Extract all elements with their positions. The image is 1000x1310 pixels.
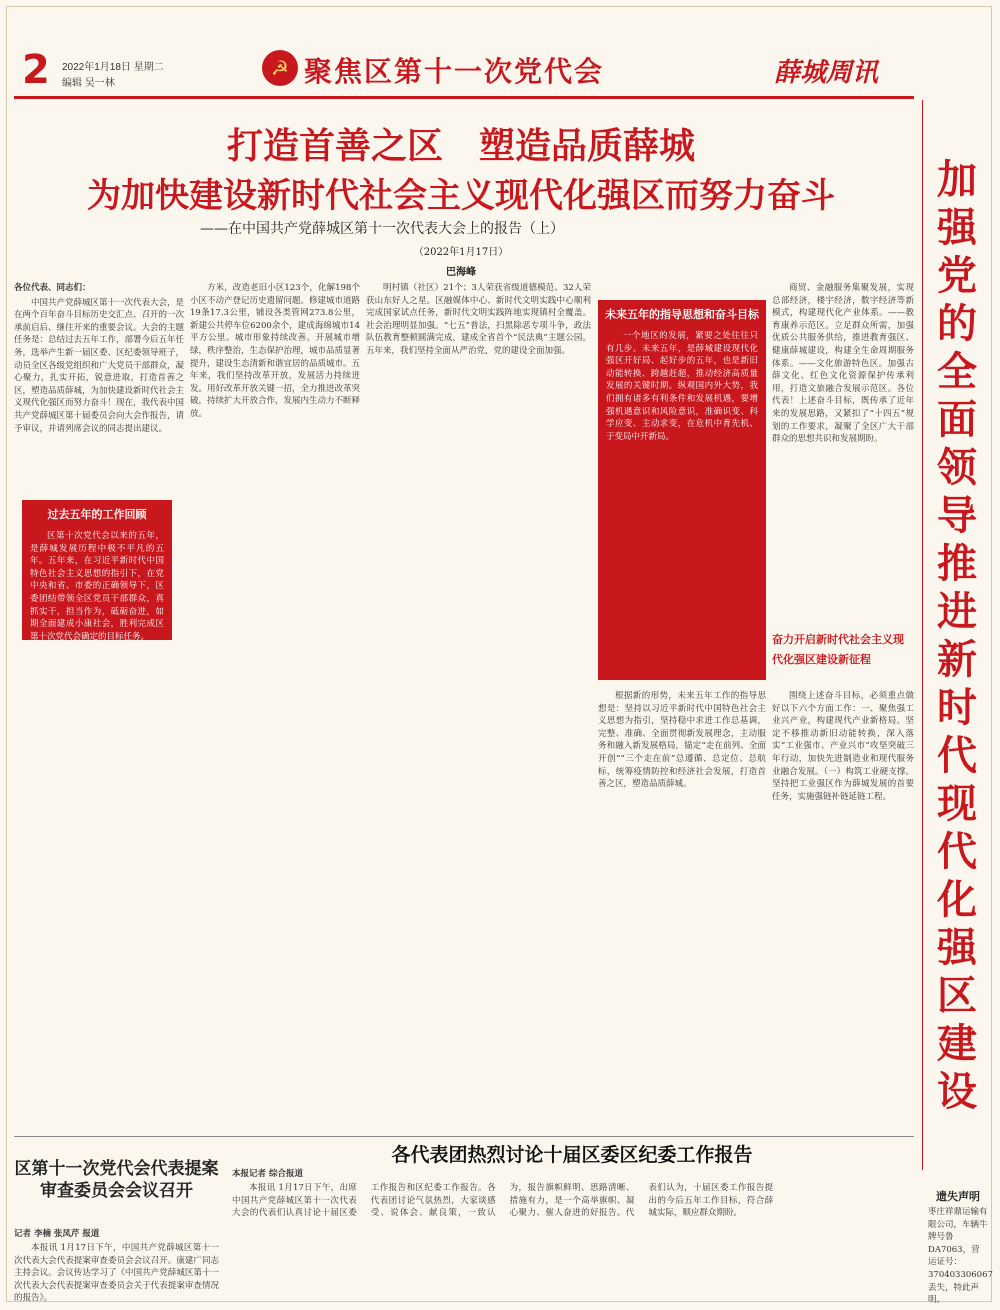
headline-line1: 打造首善之区 塑造品质薛城: [226, 125, 695, 167]
editor-credit: 编辑 吴一林: [62, 78, 115, 89]
article-text: 中国共产党薛城区第十一次代表大会，是在两个百年奋斗目标历史交汇点、召开的一次承前启后、继往开来的重要会议。大会的主题任务是：总结过去五年工作，部署今后五年任务，选举产生新一届区委、区纪委领导班子，动员全区各级党组织和广大党员干部群众，凝心聚力，扎实开拓，锐意进取，打造首善之区，塑造品质薛城，为加快建设新时代社会主义现代化强区而努力奋斗！现在，我代表中国共产党薛城区第十届委员会向大会作报告，请予审议，并请列席会议的同志提出建议。: [14, 297, 185, 434]
article-text: 明村镇（社区）21个；3人荣获省级道德模范、32人荣获山东好人之星。区融媒体中心、新时代文明实践中心顺利完成国家试点任务，新时代文明实践阵地实现镇村全覆盖。社会治理明显加强。“七五”普法，扫黑除恶专项斗争，政法队伍教育整顿圆满完成，建成全省首个“民法典”主题公园。五年来，我们坚持全面从严治党，党的建设全面加强。: [366, 283, 591, 356]
side-slogan: 加强党的全面领导 推进新时代现代化强区建设: [937, 156, 977, 1115]
article-text: 方米，改造老旧小区123个，化解198个小区不动产登记历史遗留问题。修建城市道路19条17.3公里，铺设各类管网273.8公里，新建公共停车位6200余个，建成海绵城市14平方公里。城市形象持续改善。开展城市增绿，秩序整治，生态保护治理，城市品质显著提升，建设生态清新和谐宜居的品质城市。五年来，我们坚持改革开放，发展活力持续迸发。用好改革开放关键一招，全力推进改革突破，持续扩大开放合作，发展内生动力不断释放。: [190, 283, 361, 419]
delegation-discussion-headline: 各代表团热烈讨论十届区委区纪委工作报告: [391, 1144, 753, 1166]
article-column-5-top: [772, 282, 914, 622]
masthead: [14, 48, 914, 92]
past-review-title: 过去五年的工作回顾: [47, 508, 147, 521]
side-column: [922, 100, 993, 1170]
new-journey-heading: [772, 630, 914, 670]
newspaper-brand: 薛城周讯: [774, 58, 879, 88]
future-goals-text: 一个地区的发展，紧要之处往往只有几步。未来五年，是薛城建设现代化强区开好局、起好步的五年，也是新旧动能转换、跨越赶超，推动经济高质量发展的关键时期。纵观国内外大势，我们拥有诸多有利条件和发展机遇，要增强机遇意识和风险意识，准确识变、科学应变、主动求变，在危机中育先机、于变局中开新局。: [606, 331, 758, 442]
bottom-divider: [14, 1136, 914, 1137]
article-column-2: [190, 282, 360, 1142]
proposal-committee-headline: 区第十一次党代会代表提案审查委员会会议召开: [14, 1159, 219, 1201]
article-greeting: 各位代表、同志们：: [14, 283, 91, 293]
article-text: 围绕上述奋斗目标，必须重点做好以下六个方面工作：一、聚焦强工业兴产业，构建现代产业新格局。坚定不移推动新旧动能转换，深入落实“工业强市、产业兴市”攻坚突破三年行动，加快先进制造业和现代服务业融合发展。（一）构筑工业硬支撑。坚持把工业强区作为薛城发展的首要任务，实施强链补链延链工程。: [772, 691, 914, 802]
article-column-5-bottom: [772, 690, 914, 1130]
report-author: 巴海峰: [446, 267, 476, 278]
report-date: （2022年1月17日）: [413, 247, 509, 258]
article-column-1: [14, 282, 184, 1122]
masthead-rule: [14, 96, 914, 99]
article-column-3: [366, 282, 591, 1142]
page-number: 2: [22, 47, 50, 93]
proposal-committee-byline: 记者 李楠 张凤芹 报道: [14, 1229, 100, 1239]
delegation-discussion-byline: 本报记者 综合报道: [232, 1169, 303, 1179]
delegation-discussion-text: [232, 1182, 912, 1298]
headline-subtitle: ——在中国共产党薛城区第十一次代表大会上的报告（上）: [200, 221, 564, 237]
issue-date: 2022年1月18日 星期二: [62, 62, 164, 73]
past-review-box: [22, 500, 172, 640]
future-goals-box: [598, 300, 766, 680]
headline-line2: 为加快建设新时代社会主义现代化强区而努力奋斗: [87, 176, 835, 216]
party-emblem-icon: ☭: [262, 50, 298, 86]
article-text: 根据新的形势，未来五年工作的指导思想是：坚持以习近平新时代中国特色社会主义思想为指引，坚持稳中求进工作总基调，完整、准确、全面贯彻新发展理念，主动服务和融入新发展格局，锚定“走在前列、全面开创”“三个走在前”总遵循、总定位、总航标，统筹疫情防控和经济社会发展，打造首善之区，塑造品质薛城。: [598, 691, 766, 790]
section-banner: 聚焦区第十一次党代会: [304, 55, 605, 88]
new-journey-heading-text: 奋力开启新时代社会主义现代化强区建设新征程: [772, 633, 904, 666]
article-text: 商贸、金融服务集聚发展，实现总部经济，楼宇经济，数字经济等新模式，构建现代化产业体系。——教育康养示范区。立足群众所需，加强优质公共服务供给，推进教育强区、健康薛城建设，构建全生命周期服务体系。——文化旅游特色区。加强古薛文化、红色文化资源保护传承利用，打造文旅融合发展示范区。各位代表！上述奋斗目标，既传承了近年来的发展思路，又紧扣了“十四五”规划的工作要求，凝聚了全区广大干部群众的思想共识和发展期盼。: [772, 283, 914, 445]
future-goals-title: 未来五年的指导思想和奋斗目标: [605, 308, 759, 321]
loss-notice-text: 枣庄祥鼎运输有限公司，车辆牛牌号鲁DA7063，营运证号：370403306067丢失，特此声明。: [928, 1207, 993, 1306]
loss-notice-title: 遗失声明: [936, 1190, 980, 1203]
article-text: 本报讯 1月17日下午，中国共产党薛城区第十一次代表大会代表提案审查委员会会议召开。康建广同志主持会议。会议传达学习了《中国共产党薛城区第十一次代表大会代表提案审查委员会关于代表提案审查情况的报告》。: [14, 1243, 219, 1304]
article-text: 本报讯 1月17日下午，出席中国共产党薛城区第十一次代表大会的代表们认真讨论十届区委工作报告和区纪委工作报告。各代表团讨论气氛热烈，大家谈感受、说体会、献良策，一致认为，报告旗帜鲜明、思路清晰、措施有力，是一个高举旗帜、凝心聚力、催人奋进的好报告。代表们认为，十届区委工作报告提出的今后五年工作目标，符合薛城实际，顺应群众期盼。: [232, 1183, 774, 1219]
proposal-committee-text: [14, 1242, 219, 1304]
article-column-4: [598, 690, 766, 1130]
past-review-text: 区第十次党代会以来的五年，是薛城发展历程中极不平凡的五年。五年来，在习近平新时代中国特色社会主义思想的指引下，在党中央和省、市委的正确领导下，区委团结带领全区党员干部群众，真抓实干，担当作为，砥砺奋进，如期全面建成小康社会，胜利完成区第十次党代会确定的目标任务。: [30, 531, 164, 642]
